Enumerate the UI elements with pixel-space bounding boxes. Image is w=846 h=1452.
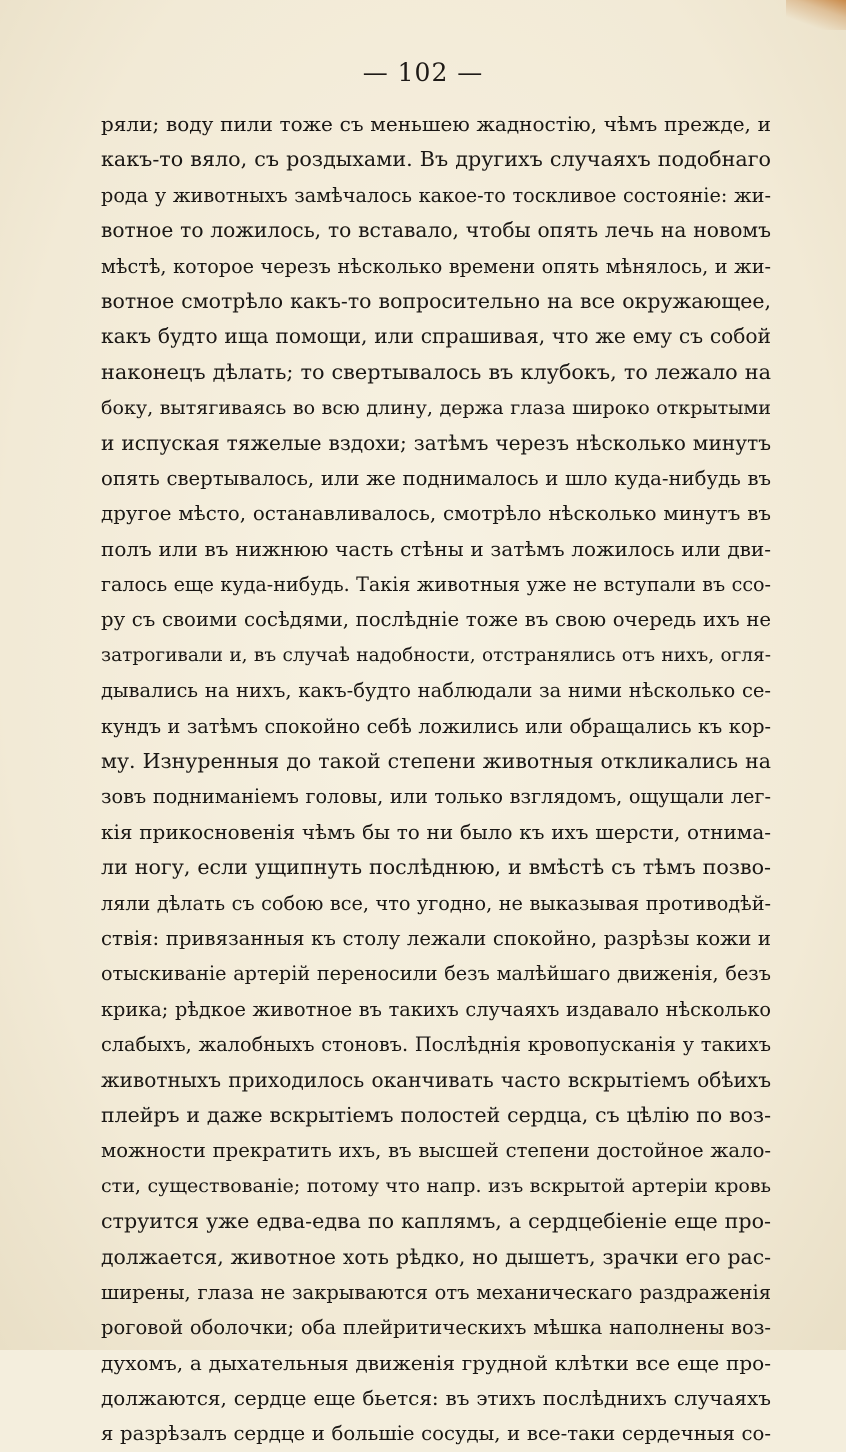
- text-line: сти, существованіе; потому что напр. изъ вскрытой артеріи кровь: [101, 1174, 771, 1197]
- text-line: мѣстѣ, которое черезъ нѣсколько времени опять мѣнялось, и жи-: [101, 254, 771, 278]
- text-line: крика; рѣдкое животное въ такихъ случаяхъ издавало нѣсколько: [101, 997, 771, 1021]
- text-line: животныхъ приходилось оканчивать часто вскрытіемъ обѣихъ: [101, 1067, 771, 1092]
- text-line: ствія: привязанныя къ столу лежали спокойно, разрѣзы кожи и: [101, 926, 771, 950]
- text-line: плейръ и даже вскрытіемъ полостей сердца, съ цѣлію по воз-: [101, 1102, 771, 1127]
- text-line: должается, животное хоть рѣдко, но дышетъ, зрачки его рас-: [101, 1244, 771, 1269]
- text-line: ширены, глаза не закрываются отъ механическаго раздраженія: [101, 1280, 771, 1304]
- text-line: какъ-то вяло, съ роздыхами. Въ другихъ случаяхъ подобнаго: [101, 147, 771, 172]
- text-line: ли ногу, если ущипнуть послѣднюю, и вмѣстѣ съ тѣмъ позво-: [101, 855, 771, 880]
- text-line: можности прекратить ихъ, въ высшей степени достойное жало-: [101, 1139, 771, 1163]
- text-line: слабыхъ, жалобныхъ стоновъ. Послѣднія кровопусканія у такихъ: [101, 1033, 771, 1057]
- text-line: отыскиваніе артерій переносили безъ малѣйшаго движенія, безъ: [101, 962, 771, 986]
- text-line: струится уже едва-едва по каплямъ, а сердцебіеніе еще про-: [101, 1209, 771, 1234]
- text-line: вотное то ложилось, то вставало, чтобы опять лечь на новомъ: [101, 218, 771, 243]
- text-line: какъ будто ища помощи, или спрашивая, что же ему съ собой: [101, 324, 771, 349]
- text-line: роговой оболочки; оба плейритическихъ мѣшка наполнены воз-: [101, 1316, 771, 1340]
- text-line: ляли дѣлать съ собою все, что угодно, не выказывая противодѣй-: [101, 891, 771, 915]
- text-line: духомъ, а дыхательныя движенія грудной клѣтки все еще про-: [101, 1350, 771, 1375]
- text-line: ряли; воду пили тоже съ меньшею жадностію, чѣмъ прежде, и: [101, 112, 771, 136]
- text-line: галось еще куда-нибудь. Такія животныя уже не вступали въ ссо-: [101, 573, 771, 597]
- text-line: кія прикосновенія чѣмъ бы то ни было къ ихъ шерсти, отнима-: [101, 819, 771, 844]
- text-line: и испуская тяжелые вздохи; затѣмъ черезъ нѣсколько минутъ: [101, 430, 771, 455]
- text-line: полъ или въ нижнюю часть стѣны и затѣмъ ложилось или дви-: [101, 536, 771, 561]
- text-line: дывались на нихъ, какъ-будто наблюдали за ними нѣсколько се-: [101, 679, 771, 703]
- text-line: затрогивали и, въ случаѣ надобности, отстранялись отъ нихъ, огля-: [101, 644, 771, 666]
- text-line: я разрѣзалъ сердце и большіе сосуды, и все-таки сердечныя со-: [101, 1422, 771, 1446]
- page-number: — 102 —: [362, 58, 484, 87]
- text-line: должаются, сердце еще бьется: въ этихъ послѣднихъ случаяхъ: [101, 1386, 771, 1411]
- page-corner-stain: [786, 0, 846, 30]
- text-line: боку, вытягиваясь во всю длину, держа глаза широко открытыми: [101, 396, 771, 420]
- text-line: зовъ подниманіемъ головы, или только взглядомъ, ощущали лег-: [101, 785, 771, 809]
- text-line: ру съ своими сосѣдями, послѣдніе тоже въ свою очередь ихъ не: [101, 608, 771, 632]
- body-text: [101, 107, 771, 1452]
- text-line: наконецъ дѣлать; то свертывалось въ клубокъ, то лежало на: [101, 359, 771, 384]
- text-line: му. Изнуренныя до такой степени животныя откликались на: [101, 749, 771, 774]
- text-line: кундъ и затѣмъ спокойно себѣ ложились или обращались къ кор-: [101, 714, 771, 738]
- text-line: опять свертывалось, или же поднималось и шло куда-нибудь въ: [101, 466, 771, 490]
- text-line: вотное смотрѣло какъ-то вопросительно на все окружающее,: [101, 288, 771, 313]
- text-line: рода у животныхъ замѣчалось какое-то тоскливое состояніе: жи-: [101, 183, 771, 207]
- text-line: другое мѣсто, останавливалось, смотрѣло нѣсколько минутъ въ: [101, 502, 771, 526]
